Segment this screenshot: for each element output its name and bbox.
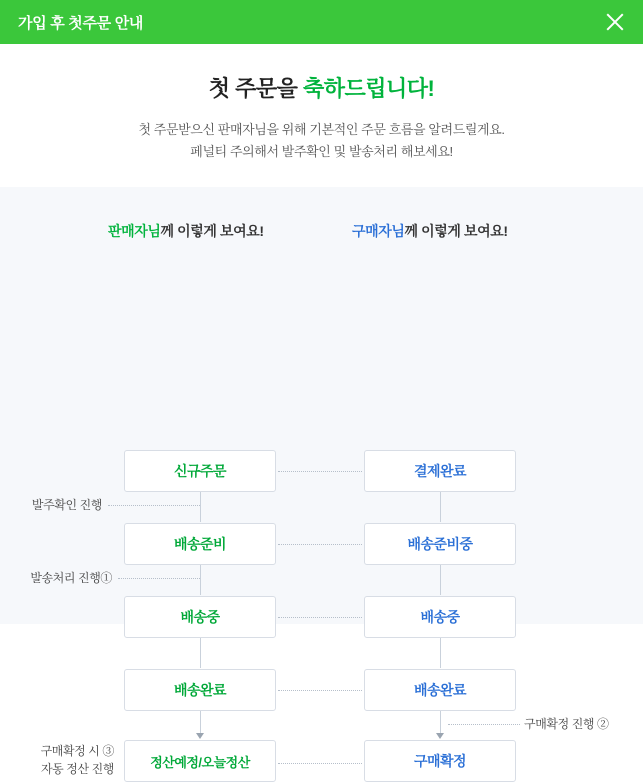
buyer-connector-4-5-arrow (436, 733, 444, 739)
annotation-order-confirm-leader (108, 505, 200, 506)
seller-column-heading-rest: 께 이렇게 보여요! (160, 223, 264, 240)
intro-line-1: 첫 주문받으신 판매자님을 위해 기본적인 주문 흐름을 알려드릴게요. (138, 122, 505, 137)
buyer-column-heading (352, 221, 508, 241)
buyer-connector-3-4 (440, 638, 441, 668)
intro-line-2: 페널티 주의해서 발주확인 및 발송처리 해보세요! (190, 144, 453, 160)
intro-title-accent: 축하드립니다! (302, 76, 435, 101)
seller-column-heading-emphasis: 판매자님 (108, 223, 161, 240)
intro-title (20, 72, 623, 103)
cross-link-2 (278, 544, 362, 545)
intro-title-plain: 첫 주문을 (208, 76, 303, 101)
seller-node-delivered: 배송완료 (124, 669, 276, 711)
annotation-purchase-confirm: 구매확정 진행 ② (524, 717, 609, 732)
buyer-node-delivered: 배송완료 (364, 669, 516, 711)
cross-link-5 (278, 763, 362, 764)
annotation-settlement-line-1: 구매확정 시 ③ (40, 744, 114, 759)
modal-title: 가입 후 첫주문 안내 (18, 14, 144, 32)
seller-connector-4-5-arrow (196, 733, 204, 739)
seller-node-new-order: 신규주문 (124, 450, 276, 492)
buyer-connector-1-2 (440, 492, 441, 522)
buyer-connector-4-5 (440, 711, 441, 735)
seller-connector-3-4 (200, 638, 201, 668)
buyer-node-purchase-confirmed: 구매확정 (364, 740, 516, 782)
seller-connector-4-5 (200, 711, 201, 735)
annotation-ship-process: 발송처리 진행① (30, 571, 112, 586)
buyer-node-shipping: 배송중 (364, 596, 516, 638)
close-icon[interactable] (601, 8, 629, 36)
seller-node-settlement: 정산예정/오늘정산 (124, 740, 276, 782)
flow-diagram (0, 187, 643, 777)
flow-section (0, 187, 643, 777)
intro-section (0, 44, 643, 187)
cross-link-3 (278, 617, 362, 618)
buyer-column-heading-rest: 께 이렇게 보여요! (404, 223, 508, 240)
annotation-order-confirm: 발주확인 진행 (31, 498, 102, 513)
buyer-column-heading-emphasis: 구매자님 (352, 223, 405, 240)
cross-link-1 (278, 471, 362, 472)
modal-header (0, 0, 643, 44)
seller-column-heading (108, 221, 264, 241)
seller-connector-2-3 (200, 565, 201, 595)
buyer-node-preparing-shipping: 배송준비중 (364, 523, 516, 565)
seller-connector-1-2 (200, 492, 201, 522)
seller-node-shipping: 배송중 (124, 596, 276, 638)
annotation-settlement-line-2: 자동 정산 진행 (40, 762, 114, 777)
cross-link-4 (278, 690, 362, 691)
annotation-ship-process-leader (118, 578, 200, 579)
annotation-purchase-confirm-leader (448, 724, 520, 725)
buyer-connector-2-3 (440, 565, 441, 595)
seller-node-prepare-shipping: 배송준비 (124, 523, 276, 565)
buyer-node-payment-complete: 결제완료 (364, 450, 516, 492)
